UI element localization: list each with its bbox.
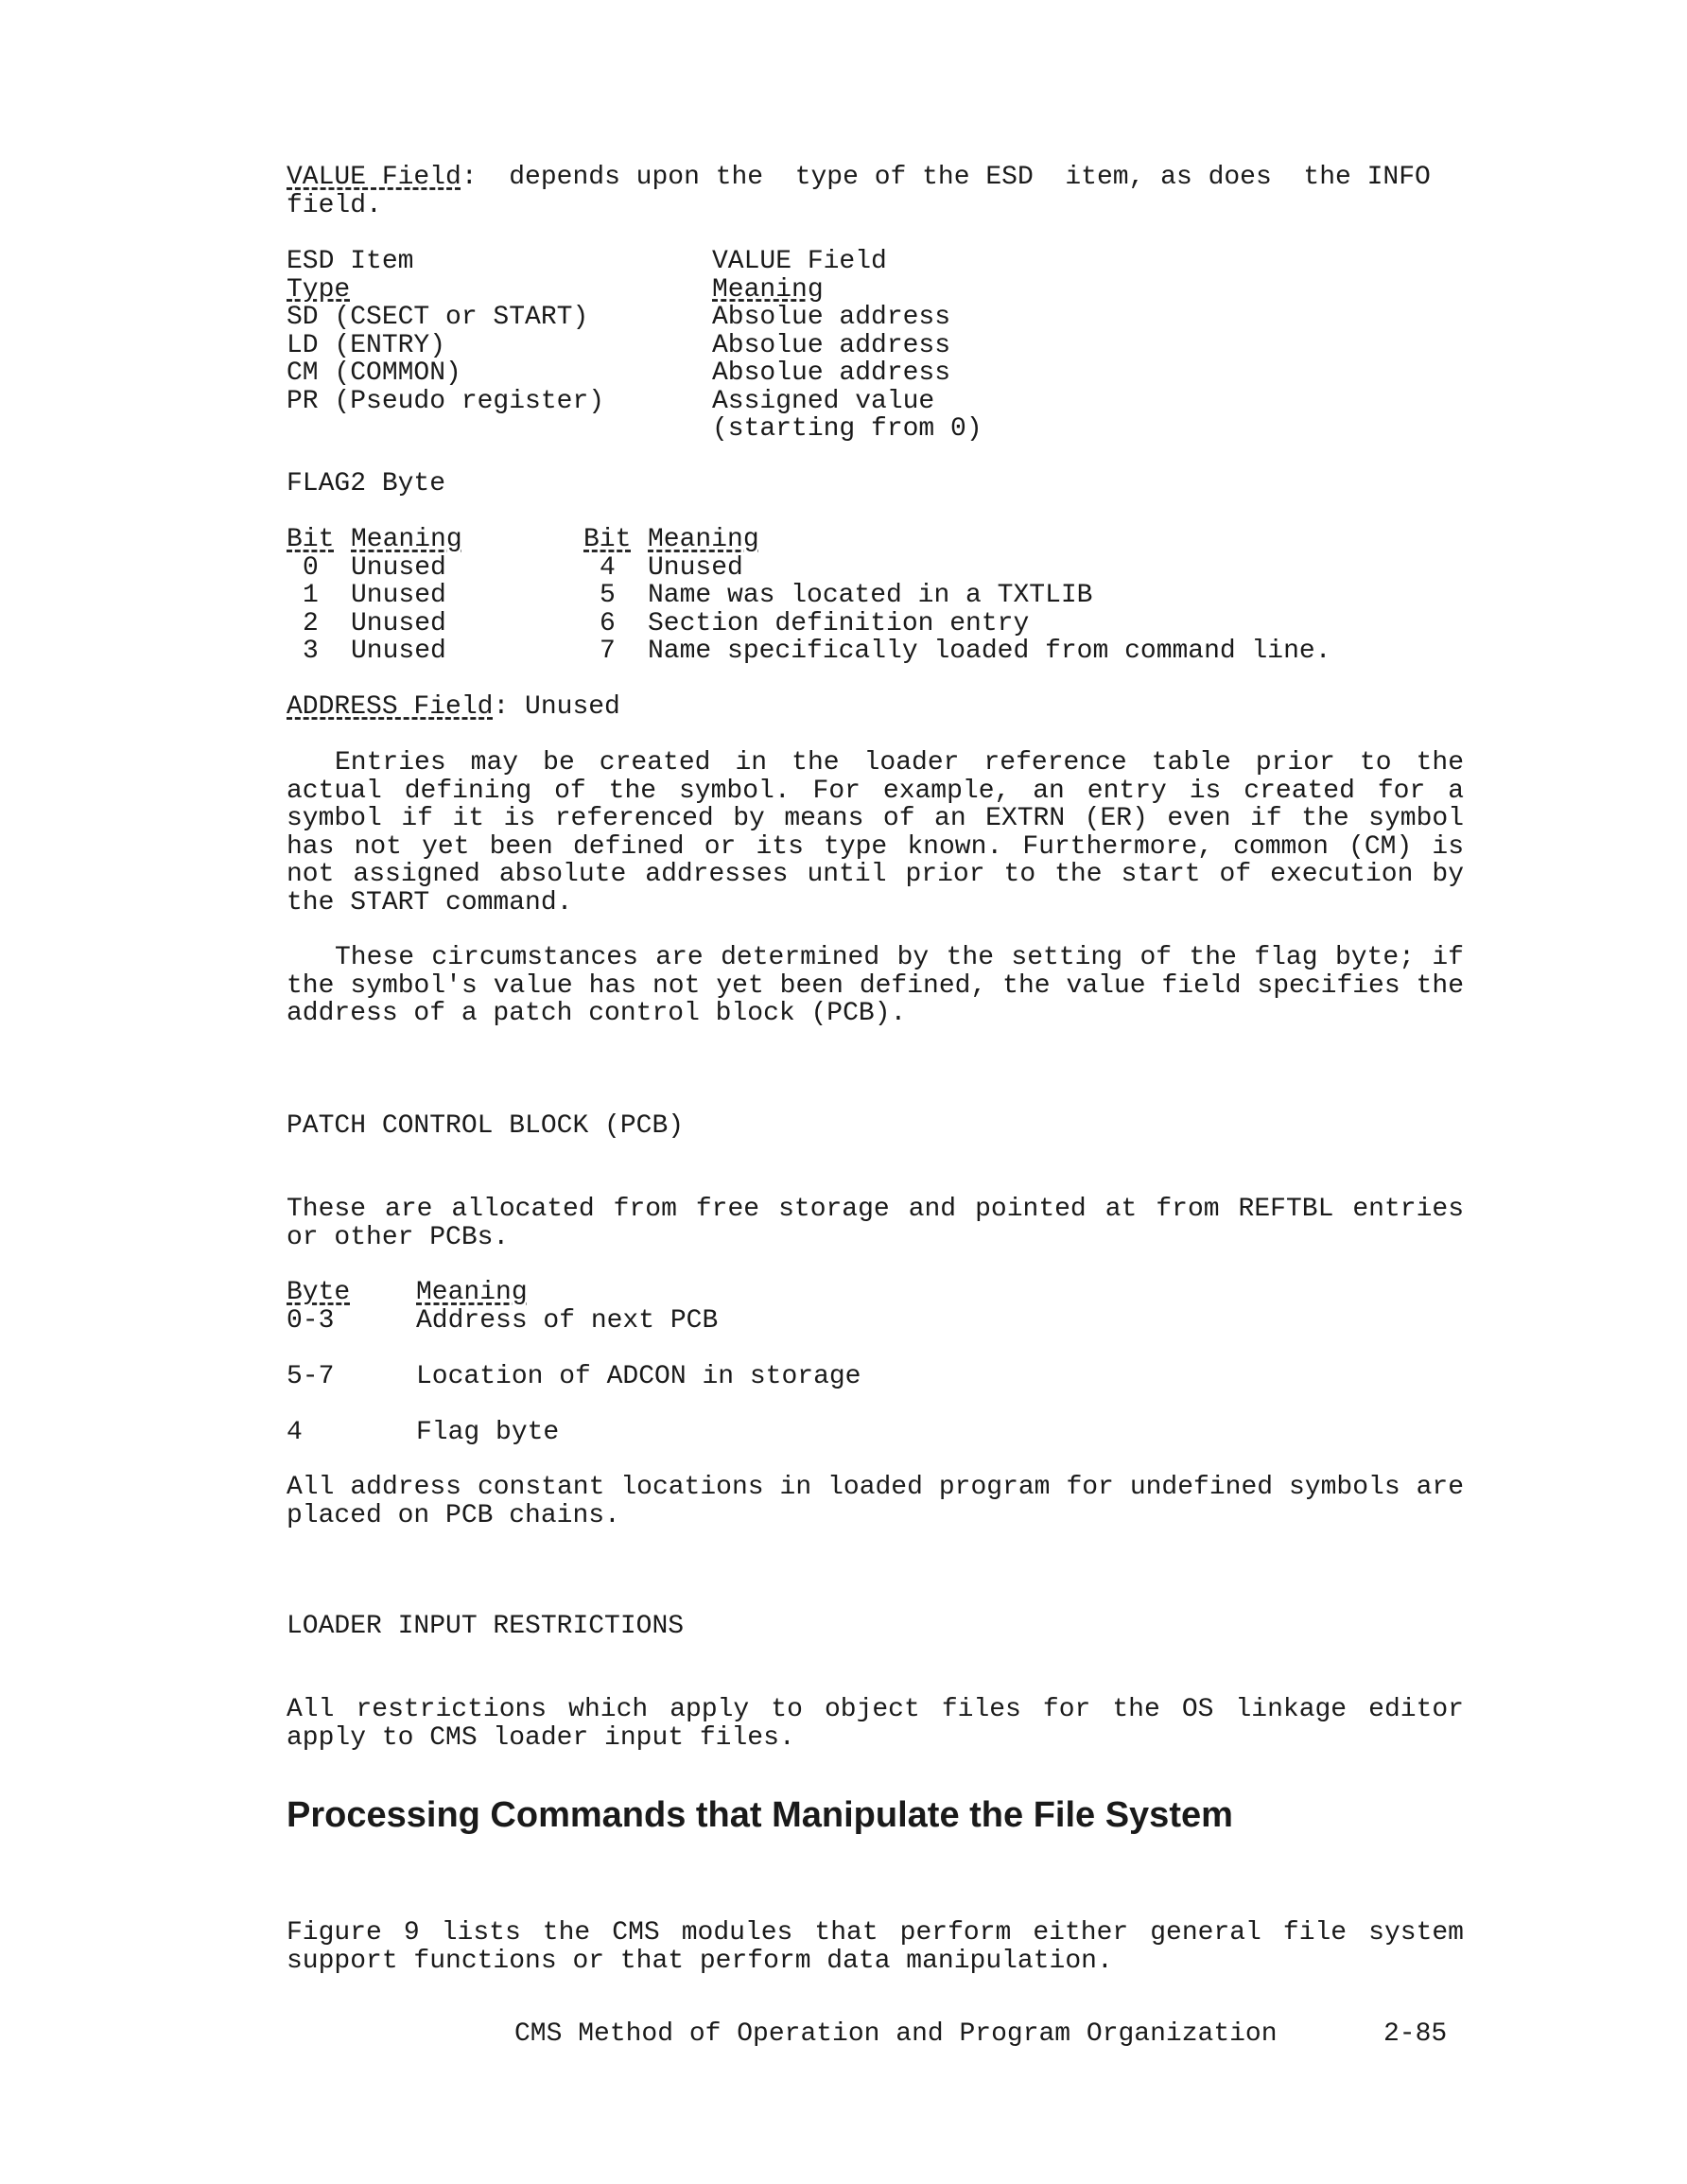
pcb-closing: All address constant locations in loaded program for undefined symbols are placed on PCB chains. xyxy=(287,1473,1464,1530)
flag2-meaning: Unused xyxy=(351,552,446,583)
flag2-bit-header: Bit xyxy=(287,525,335,554)
flag2-meaning: Unused xyxy=(351,637,446,666)
flag2-bit: 5 xyxy=(600,581,616,610)
section-text: Figure 9 lists the CMS modules that perform either general file system support functions or that perform data manipulation. xyxy=(287,1918,1464,1976)
esd-row-meaning: Assigned value xyxy=(712,386,935,416)
flag2-bit: 0 xyxy=(303,552,319,583)
flag2-bit: 3 xyxy=(303,637,319,666)
value-field-line xyxy=(287,164,1431,192)
esd-header-left-1: ESD Item xyxy=(287,247,414,276)
flag2-meaning: Name specifically loaded from command line. xyxy=(648,637,1331,666)
flag2-meaning: Unused xyxy=(648,552,743,583)
esd-note: (starting from 0) xyxy=(712,414,983,444)
flag2-meaning: Unused xyxy=(351,581,446,610)
address-field-line xyxy=(287,693,620,722)
flag2-bit: 2 xyxy=(303,608,319,638)
pcb-title: PATCH CONTROL BLOCK (PCB) xyxy=(287,1111,685,1141)
flag2-bit-header: Bit xyxy=(583,525,632,554)
flag2-title: FLAG2 Byte xyxy=(287,469,446,498)
pcb-meaning: Address of next PCB xyxy=(416,1305,719,1336)
pcb-meaning: Flag byte xyxy=(416,1417,560,1447)
paragraph-circumstances: These circumstances are determined by the setting of the flag byte; if the symbol's value has not yet been defined, the value field specifies the address of a patch control block (PCB). xyxy=(287,943,1464,1028)
flag2-bit: 4 xyxy=(600,552,616,583)
footer-title: CMS Method of Operation and Program Organization xyxy=(514,2019,1278,2049)
flag2-meaning: Section definition entry xyxy=(648,608,1030,638)
address-field-label: ADDRESS Field xyxy=(287,692,494,722)
pcb-meaning: Location of ADCON in storage xyxy=(416,1361,861,1391)
esd-header-left-2: Type xyxy=(287,274,351,305)
flag2-meaning: Name was located in a TXTLIB xyxy=(648,581,1093,610)
flag2-meaning: Unused xyxy=(351,608,446,638)
value-field-label: VALUE Field xyxy=(287,163,461,192)
pcb-meaning-header: Meaning xyxy=(416,1278,528,1307)
section-heading: Processing Commands that Manipulate the File System xyxy=(287,1795,1233,1835)
flag2-bit: 6 xyxy=(600,608,616,638)
pcb-byte-header: Byte xyxy=(287,1278,351,1307)
esd-row-type: CM (COMMON) xyxy=(287,358,461,388)
pcb-byte: 4 xyxy=(287,1417,303,1447)
value-field-line2: field. xyxy=(287,191,382,220)
loader-title: LOADER INPUT RESTRICTIONS xyxy=(287,1612,685,1641)
flag2-bit: 7 xyxy=(600,637,616,666)
address-field-text: : Unused xyxy=(493,692,620,722)
flag2-meaning-header: Meaning xyxy=(648,525,759,554)
flag2-bit: 1 xyxy=(303,581,319,610)
esd-header-right-1: VALUE Field xyxy=(712,247,887,276)
esd-row-meaning: Absolue address xyxy=(712,358,951,388)
pcb-byte: 0-3 xyxy=(287,1305,335,1336)
loader-text: All restrictions which apply to object files for the OS linkage editor apply to CMS loader input files. xyxy=(287,1695,1464,1753)
esd-row-type: LD (ENTRY) xyxy=(287,330,446,360)
paragraph-entries: Entries may be created in the loader reference table prior to the actual defining of the symbol. For example, an entry is created for a symbol if it is referenced by means of an EXTRN (ER) even if the symbol has not yet been defined or its type known. Furthermore, common (CM) is not assigned absolute addresses until prior to the start of execution by the START command. xyxy=(287,748,1464,917)
esd-row-type: SD (CSECT or START) xyxy=(287,303,589,332)
page-number: 2-85 xyxy=(1383,2019,1448,2049)
esd-header-right-2: Meaning xyxy=(712,274,824,305)
value-field-text: : depends upon the type of the ESD item, as does the INFO xyxy=(461,163,1431,192)
esd-row-type: PR (Pseudo register) xyxy=(287,386,605,416)
esd-row-meaning: Absolue address xyxy=(712,330,951,360)
pcb-byte: 5-7 xyxy=(287,1361,335,1391)
esd-row-meaning: Absolue address xyxy=(712,303,951,332)
flag2-meaning-header: Meaning xyxy=(351,525,462,554)
pcb-intro: These are allocated from free storage and pointed at from REFTBL entries or other PCBs. xyxy=(287,1195,1464,1252)
